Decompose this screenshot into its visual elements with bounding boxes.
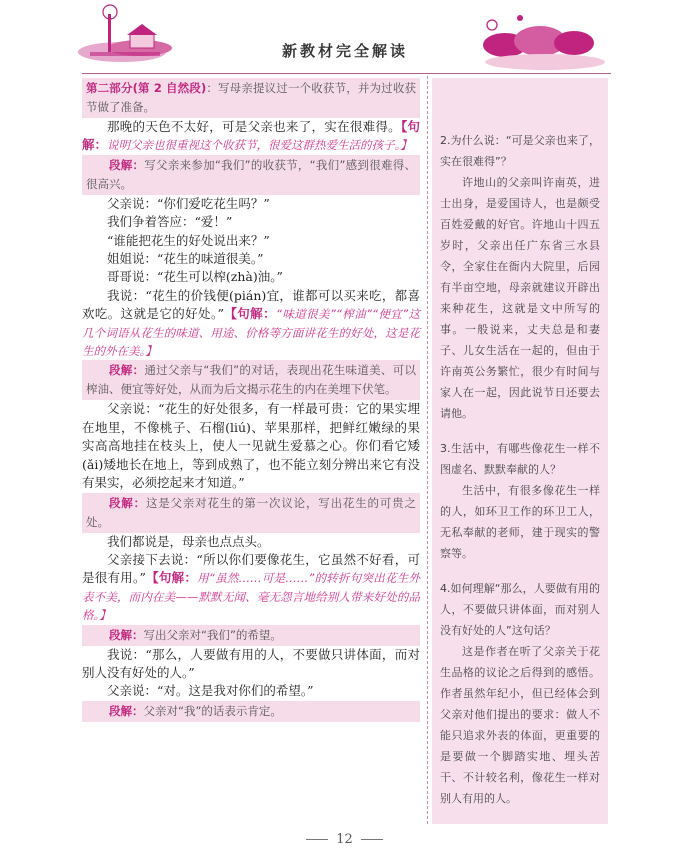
sentence-note-label: 【句解： [145, 570, 198, 586]
analysis-text: 这是父亲对花生的第一次议论，写出花生的可贵之处。 [86, 495, 416, 529]
paragraph [82, 551, 420, 625]
sentence-note: 说明父亲也很重视这个收获节，很爱这群热爱生活的孩子。】 [107, 138, 412, 153]
analysis-label: 段解： [109, 627, 144, 642]
question: 3.生活中，有哪些像花生一样不图虚名、默默奉献的人？ [440, 442, 600, 476]
sentence-note: 用“虽然……可是……”的转折句突出花生外表不美，而内在美——默默无闻、毫无怨言地给别人带来好处的品格。】 [82, 571, 421, 623]
page-number: 12 [336, 832, 353, 847]
analysis-text: 写父亲来参加“我们”的收获节，“我们”感到很难得、很高兴。 [86, 157, 416, 191]
paragraph-analysis-box [82, 360, 420, 400]
sentence-note: “味道很美”“榨油”“便宜”这几个词语从花生的味道、用途、价格等方面讲花生的好处，这是花生的外在美。】 [82, 307, 420, 359]
analysis-label: 段解： [109, 703, 144, 718]
analysis-text: 写出父亲对“我们”的希望。 [143, 627, 282, 642]
dialogue-line: “谁能把花生的好处说出来？” [107, 232, 270, 248]
dialogue-line: 父亲说：“你们爱吃花生吗？” [107, 195, 270, 211]
section-label: 第二部分(第 2 自然段) [86, 81, 207, 95]
dialogue-line [82, 287, 420, 361]
header-rule [82, 73, 611, 74]
answer: 这是作者在听了父亲关于花生品格的议论之后得到的感悟。作者虽然年纪小，但已经体会到父亲对他们提出的要求：做人不能只追求外表的体面，更重要的是要做一个脚踏实地、埋头苦干、不计较名利，像花生一样对别人有用的人。 [440, 645, 600, 805]
sentence-note-label: 【句解： [82, 119, 420, 153]
section-summary: ：写母亲提议过一个收获节，并为过收获节做了准备。 [86, 81, 416, 114]
header-title: 新教材完全解读 [281, 42, 408, 60]
page-number-footer [0, 832, 689, 847]
question: 2.为什么说：“可是父亲也来了，实在很难得”？ [440, 134, 600, 168]
paragraph-text: 父亲接下去说：“所以你们要像花生，它虽然不好看，可是很有用。” [82, 551, 420, 586]
dialogue-line: 姐姐说：“花生的味道很美。” [107, 251, 264, 267]
paragraph-text: 那晚的天色不太好，可是父亲也来了，实在很难得。 [107, 119, 401, 134]
paragraph: 父亲说：“对。这是我对你们的希望。” [107, 683, 314, 699]
answer: 许地山的父亲叫许南英，进士出身，是爱国诗人，也是颇受百姓爱戴的好官。许地山十四五岁时，父亲出任广东省三水县令，全家住在衙内大院里，后园有半亩空地，母亲就建议开辟出来种花生，这就是文中所写的事。一般说来，丈夫总是和妻子、儿女生活在一起的，但由于许南英公务繁忙，很少有时间与家人在一起，因此说节日还要去请他。 [440, 176, 600, 420]
dialogue-line: 哥哥说：“花生可以榨(zhà)油。” [107, 269, 283, 285]
page-header [0, 0, 689, 75]
section-analysis-box [82, 78, 420, 118]
header-decoration [0, 0, 689, 75]
paragraph: 父亲说：“花生的好处很多，有一样最可贵：它的果实埋在地里，不像桃子、石榴(liú)、苹果那样，把鲜红嫩绿的果实高高地挂在枝头上，使人一见就生爱慕之心。你们看它矮(ǎi)矮地长在地上，等到成熟了，也不能立刻分辨出来它有没有果实，必须挖起来才知道。” [82, 401, 420, 491]
sentence-note-label: 【句解： [224, 306, 276, 322]
paragraph: 我说：“那么，人要做有用的人，不要做只讲体面，而对别人没有好处的人。” [82, 646, 420, 680]
paragraph-analysis-box [82, 493, 420, 533]
analysis-label: 段解： [109, 495, 146, 510]
dialogue-text: 我说：“花生的价钱便(pián)宜，谁都可以买来吃，都喜欢吃。这就是它的好处。” [82, 287, 420, 322]
answer: 生活中，有很多像花生一样的人，如环卫工作的环卫工人，无私奉献的老师，建于现实的警察等。 [440, 484, 600, 560]
analysis-text: 通过父亲与“我们”的对话，表现出花生味道美、可以榨油、便宜等好处，从而为后文揭示花生的内在美埋下伏笔。 [86, 363, 416, 397]
paragraph-analysis-box [82, 625, 420, 646]
paragraph: 我们都说是，母亲也点点头。 [107, 533, 270, 549]
paragraph [82, 118, 420, 155]
dialogue-line: 我们争着答应：“爱！” [107, 214, 233, 230]
analysis-label: 段解： [109, 363, 145, 378]
analysis-label: 段解： [109, 157, 145, 172]
analysis-text: 父亲对“我”的话表示肯定。 [143, 703, 282, 718]
main-text-column [82, 78, 420, 722]
paragraph-analysis-box [82, 701, 420, 722]
column-divider [427, 76, 428, 824]
question: 4.如何理解“那么，人要做有用的人，不要做只讲体面，而对别人没有好处的人”这句话？ [440, 582, 600, 637]
qa-sidebar [432, 78, 608, 824]
paragraph-analysis-box [82, 155, 420, 195]
